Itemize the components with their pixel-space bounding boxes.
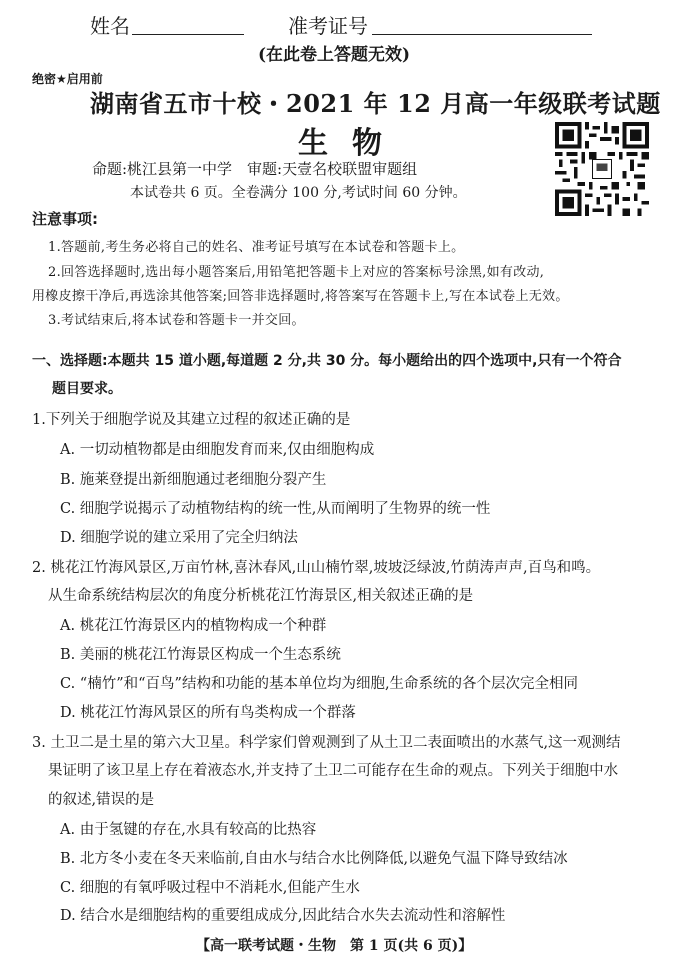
name-label: 姓名 (90, 14, 130, 38)
note-item: 1.答题前,考生务必将自己的姓名、准考证号填写在本试卷和答题卡上。 (48, 240, 465, 255)
question-stem-cont: 从生命系统结构层次的角度分析桃花江竹海景区,相关叙述正确的是 (48, 588, 474, 604)
option-d: D. 桃花江竹海风景区的所有鸟类构成一个群落 (60, 705, 356, 721)
option-c: C. 细胞学说揭示了动植物结构的统一性,从而阐明了生物界的统一性 (60, 501, 491, 517)
section-heading-cont: 题目要求。 (52, 381, 122, 397)
question-stem: 2. 桃花江竹海风景区,万亩竹林,喜沐春风,山山楠竹翠,坡坡泛绿波,竹荫涛声声,百鸟和鸣。 (32, 560, 601, 576)
question-stem-cont: 的叙述,错误的是 (48, 792, 155, 808)
secret-label: 绝密★启用前 (32, 72, 103, 86)
note-item: 2.回答选择题时,选出每小题答案后,用铅笔把答题卡上对应的答案标号涂黑,如有改动, (48, 265, 545, 280)
authors-line: 命题:桃江县第一中学 审题:天壹名校联盟审题组 (92, 160, 418, 178)
option-a: A. 由于氢键的存在,水具有较高的比热容 (60, 822, 317, 838)
subject-title: 生物 (298, 126, 406, 161)
option-b: B. 美丽的桃花江竹海景区构成一个生态系统 (60, 647, 341, 663)
exam-title: 湖南省五市十校・2021 年 12 月高一年级联考试题 (90, 89, 661, 118)
option-a: A. 一切动植物都是由细胞发育而来,仅由细胞构成 (60, 442, 375, 458)
exam-id-label: 准考证号 (288, 14, 368, 38)
notes-heading: 注意事项: (32, 210, 98, 228)
option-b: B. 北方冬小麦在冬天来临前,自由水与结合水比例降低,以避免气温下降导致结冰 (60, 851, 568, 867)
answer-invalid-notice: (在此卷上答题无效) (258, 45, 411, 65)
exam-id-blank-line (372, 34, 592, 35)
page-footer: 【高一联考试题・生物 第 1 页(共 6 页)】 (196, 938, 473, 954)
question-stem: 1.下列关于细胞学说及其建立过程的叙述正确的是 (32, 412, 351, 428)
option-d: D. 结合水是细胞结构的重要组成成分,因此结合水失去流动性和溶解性 (60, 908, 506, 924)
note-item: 3.考试结束后,将本试卷和答题卡一并交回。 (48, 313, 305, 328)
option-c: C. 细胞的有氧呼吸过程中不消耗水,但能产生水 (60, 880, 360, 896)
option-d: D. 细胞学说的建立采用了完全归纳法 (60, 530, 298, 546)
option-a: A. 桃花江竹海景区内的植物构成一个种群 (60, 618, 327, 634)
option-b: B. 施莱登提出新细胞通过老细胞分裂产生 (60, 472, 327, 488)
name-blank-line (132, 34, 244, 35)
note-item: 用橡皮擦干净后,再选涂其他答案;回答非选择题时,将答案写在答题卡上,写在本试卷上无效。 (32, 289, 569, 304)
section-heading: 一、选择题:本题共 15 道小题,每道题 2 分,共 30 分。每小题给出的四个选项中,只有一个符合 (32, 353, 622, 369)
option-c: C. “楠竹”和“百鸟”结构和功能的基本单位均为细胞,生命系统的各个层次完全相同 (60, 676, 579, 692)
exam-info: 本试卷共 6 页。全卷满分 100 分,考试时间 60 分钟。 (130, 185, 467, 201)
question-stem-cont: 果证明了该卫星上存在着液态水,并支持了土卫二可能存在生命的观点。下列关于细胞中水 (48, 763, 619, 779)
qr-code-icon (555, 122, 649, 216)
question-stem: 3. 土卫二是土星的第六大卫星。科学家们曾观测到了从土卫二表面喷出的水蒸气,这一观测结 (32, 735, 621, 751)
